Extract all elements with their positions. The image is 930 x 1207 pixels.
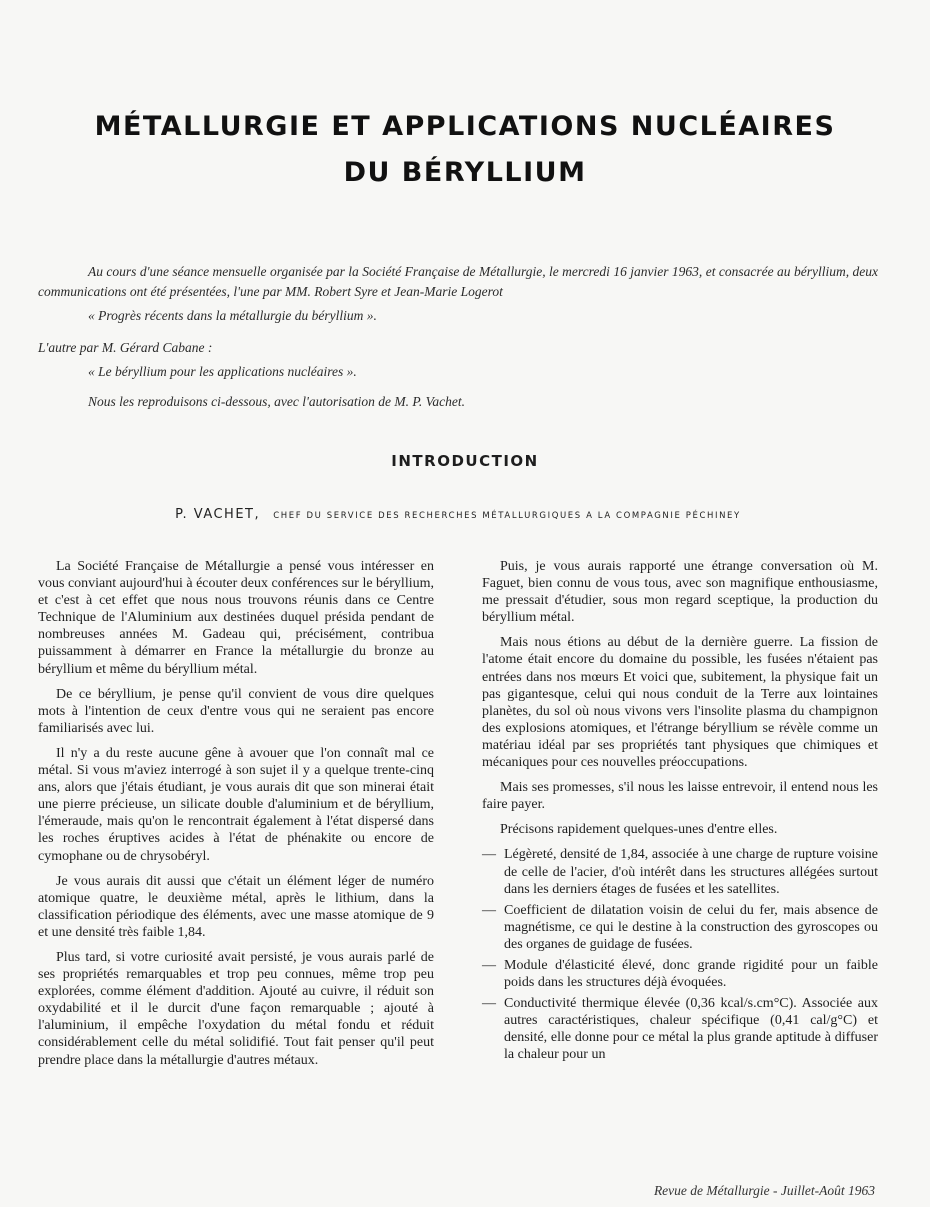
body-paragraph: Puis, je vous aurais rapporté une étrange conversation où M. Faguet, bien connu de vous tous, avec son magnifique enthousiasme, me pressait d'étudier, sous mon regard sceptique, la production du béryllium métal. xyxy=(482,559,878,626)
body-paragraph: Plus tard, si votre curiosité avait persisté, je vous aurais parlé de ses propriétés remarquables et trop peu connues, même trop peu explorées, comme élément d'addition. Ajouté au cuivre, il réduit son oxydabilité et il le durcit d'une façon remarquable ; ajouté à l'aluminium, il empêche l'oxydation du métal fondu et réduit considérablement celle du métal solidifié. Tout fait penser qu'il peut prendre place dans la métallurgie d'autres métaux. xyxy=(38,949,434,1068)
body-paragraph: Mais ses promesses, s'il nous les laisse entrevoir, il entend nous les faire payer. xyxy=(482,780,878,813)
intro-permission: Nous les reproduisons ci-dessous, avec l'autorisation de M. P. Vachet. xyxy=(88,394,465,409)
author-name: P. VACHET, xyxy=(175,507,261,522)
body-paragraph: La Société Française de Métallurgie a pensé vous intéresser en vous conviant aujourd'hui à écouter deux conférences sur le béryllium, et c'est à cet effet que nous nous trouvons réunis dans ce Centre Technique de l'Aluminium aux destinées duquel présida pendant de nombreuses années M. Gadeau qui, précisément, contribua puissamment à démarrer en France la métallurgie du bronze au béryllium et même du béryllium métal. xyxy=(38,559,434,677)
list-dash: — xyxy=(482,902,496,918)
list-dash: — xyxy=(482,957,496,973)
body-paragraph: De ce béryllium, je pense qu'il convient de vous dire quelques mots à l'intention de ceux d'entre vous qui ne seraient pas encore familiarisés avec lui. xyxy=(38,686,434,736)
author-role: CHEF DU SERVICE DES RECHERCHES MÉTALLURGIQUES A LA COMPAGNIE PÉCHINEY xyxy=(273,511,741,521)
list-item-text: Module d'élasticité élevé, donc grande rigidité pour un faible poids dans les structures déjà évoquées. xyxy=(504,957,878,991)
body-paragraph: Je vous aurais dit aussi que c'était un élément léger de numéro atomique quatre, le deuxième métal, après le lithium, dans la classification périodique des éléments, avec une masse atomique de 9 et une densité très faible 1,84. xyxy=(38,873,434,940)
list-item-text: Coefficient de dilatation voisin de celui du fer, mais absence de magnétisme, ce qui le destine à la construction des gyroscopes ou des organes de guidage de fusées. xyxy=(504,902,878,952)
property-list xyxy=(482,846,878,1063)
left-column xyxy=(38,558,434,1077)
section-heading: INTRODUCTION xyxy=(391,452,539,470)
right-column xyxy=(482,558,878,1068)
list-item-text: Légèreté, densité de 1,84, associée à une charge de rupture voisine de celle de l'acier, d'où intérêt dans les structures allégées surtout dans les derniers étages de fusées et les satellites. xyxy=(504,847,878,897)
article-title-line-1: MÉTALLURGIE ET APPLICATIONS NUCLÉAIRES xyxy=(94,111,836,142)
author-line xyxy=(0,503,916,522)
article-title xyxy=(0,104,930,196)
intro-quote-first: « Progrès récents dans la métallurgie du béryllium ». xyxy=(88,308,377,323)
list-item xyxy=(482,995,878,1063)
body-paragraph: Il n'y a du reste aucune gêne à avouer que l'on connaît mal ce métal. Si vous m'aviez interrogé à son sujet il y a quelque trente-cinq ans, alors que j'étais étudiant, je vous aurais dit que son minerai était une pierre précieuse, un silicate double d'aluminium et de béryllium, l'émeraude, mais qu'on le rencontrait également à l'état dispersé dans les roches éruptives acides à l'état de phénakite ou encore de cymophane ou de chrysobéryl. xyxy=(38,745,434,864)
intro-quote-second: « Le béryllium pour les applications nucléaires ». xyxy=(88,364,357,379)
body-paragraph: Mais nous étions au début de la dernière guerre. La fission de l'atome était encore du domaine du possible, les fusées n'étaient pas entrées dans nos mœurs Et voici que, subitement, la physique fait un pas gigantesque, celui qui nous conduit de la Terre aux lointaines planètes, du sol où nous vivons vers l'insolite plasma du champignon des explosions atomiques, et l'étrange béryllium se révèle comme un matériau idéal par ses propriétés tant physiques que chimiques et mécaniques pour ces nouvelles préoccupations. xyxy=(482,635,878,771)
body-paragraph: Précisons rapidement quelques-unes d'entre elles. xyxy=(500,822,778,838)
list-dash: — xyxy=(482,847,496,863)
list-item xyxy=(482,846,878,897)
intro-paragraph-second: L'autre par M. Gérard Cabane : xyxy=(38,340,213,355)
journal-footer: Revue de Métallurgie - Juillet-Août 1963 xyxy=(653,1183,875,1198)
list-item xyxy=(482,902,878,953)
intro-paragraph: Au cours d'une séance mensuelle organisée par la Société Française de Métallurgie, le mercredi 16 janvier 1963, et consacrée au béryllium, deux communications ont été présentées, l'une par MM. Robert Syre et Jean-Marie Logerot xyxy=(38,264,878,299)
list-dash: — xyxy=(482,996,496,1012)
intro-block xyxy=(38,262,878,412)
list-item-text: Conductivité thermique élevée (0,36 kcal/s.cm°C). Associée aux autres caractéristiques, chaleur spécifique (0,41 cal/g°C) et densité, elle donne pour ce métal la plus grande aptitude à diffuser la chaleur pour un xyxy=(504,996,878,1063)
article-title-line-2: DU BÉRYLLIUM xyxy=(343,157,587,188)
list-item xyxy=(482,957,878,991)
